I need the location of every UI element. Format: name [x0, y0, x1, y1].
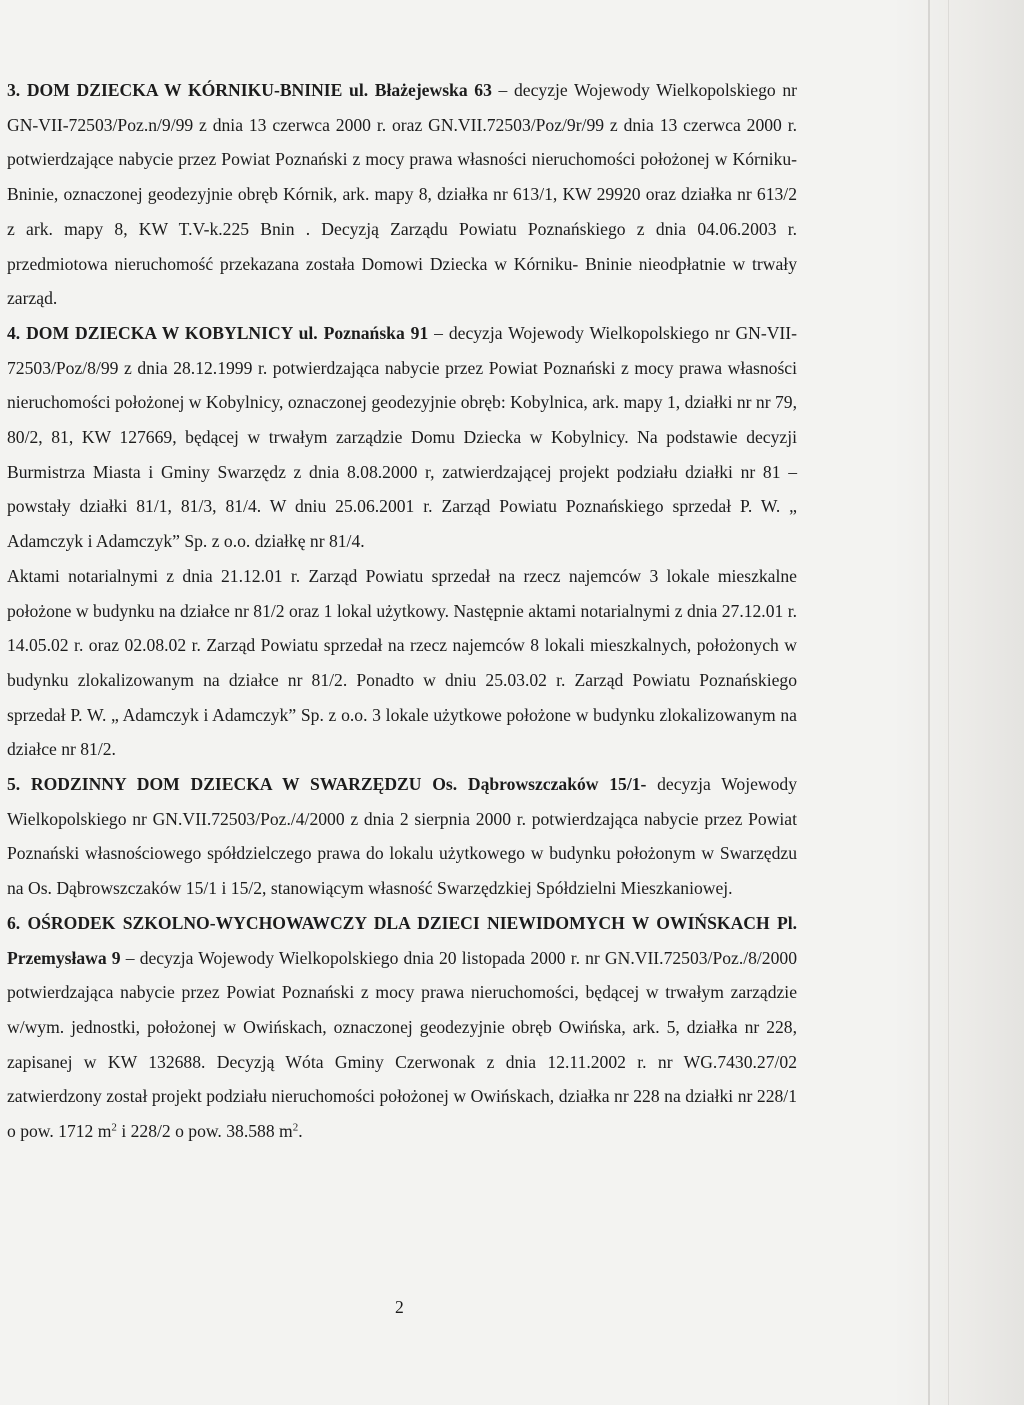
section-4-continuation	[7, 559, 797, 767]
section-4	[7, 316, 797, 559]
section-4-continuation-body: Aktami notarialnymi z dnia 21.12.01 r. Zarząd Powiatu sprzedał na rzecz najemców 3 lokale mieszkalne położone w budynku na działce nr 81/2 oraz 1 lokal użytkowy. Następnie aktami notarialnymi z dnia 27.12.01 r. 14.05.02 r. oraz 02.08.02 r. Zarząd Powiatu sprzedał na rzecz najemców 8 lokali mieszkalnych, położonych w budynku zlokalizowanym na działce nr 81/2. Ponadto w dniu 25.03.02 r. Zarząd Powiatu Poznańskiego sprzedał P. W. „ Adamczyk i Adamczyk” Sp. z o.o. 3 lokale użytkowe położone w budynku zlokalizowanym na działce nr 81/2.	[7, 565, 797, 760]
section-5-body: decyzja Wojewody Wielkopolskiego nr GN.VII.72503/Poz./4/2000 z dnia 2 sierpnia 2000 r. potwierdzająca nabycie przez Powiat Poznański własnościowego spółdzielczego prawa do lokalu użytkowego w budynku położonym w Swarzędzu na Os. Dąbrowszczaków 15/1 i 15/2, stanowiącym własność Swarzędzkiej Spółdzielni Mieszkaniowej.	[7, 774, 798, 899]
scan-fold-line-secondary	[948, 0, 949, 1405]
page-number: 2	[395, 1297, 404, 1317]
section-3-heading: 3. DOM DZIECKA W KÓRNIKU-BNINIE ul. Błażejewska 63	[7, 80, 492, 100]
document-body	[7, 73, 797, 1149]
section-4-heading: 4. DOM DZIECKA W KOBYLNICY ul. Poznańska 91	[7, 322, 429, 343]
section-3-body: – decyzje Wojewody Wielkopolskiego nr GN-VII-72503/Poz.n/9/99 z dnia 13 czerwca 2000 r. oraz GN.VII.72503/Poz/9r/99 z dnia 13 czerwca 2000 r. potwierdzające nabycie przez Powiat Poznański z mocy prawa własności nieruchomości położonej w Kórniku-Bninie, oznaczonej geodezyjnie obręb Kórnik, ark. mapy 8, działka nr 613/1, KW 29920 oraz działka nr 613/2 z ark. mapy 8, KW T.V-k.225 Bnin . Decyzją Zarządu Powiatu Poznańskiego z dnia 04.06.2003 r. przedmiotowa nieruchomość przekazana została Domowi Dziecka w Kórniku- Bninie nieodpłatnie w trwały zarząd.	[7, 80, 797, 309]
scan-fold-line	[928, 0, 930, 1405]
section-6-end: .	[298, 1121, 303, 1142]
section-6-heading: 6. OŚRODEK SZKOLNO-WYCHOWAWCZY DLA DZIECI NIEWIDOMYCH W OWIŃSKACH Pl. Przemysława 9	[7, 912, 797, 968]
scan-page-edge	[894, 0, 1024, 1405]
section-6	[7, 906, 797, 1149]
superscript-squared-2: 2	[292, 1121, 299, 1134]
section-6-tail: i 228/2 o pow. 38.588 m	[116, 1121, 293, 1142]
section-5	[7, 767, 797, 906]
section-3	[7, 73, 797, 316]
section-5-heading: 5. RODZINNY DOM DZIECKA W SWARZĘDZU Os. Dąbrowszczaków 15/1-	[7, 774, 647, 795]
section-6-body: – decyzja Wojewody Wielkopolskiego dnia 20 listopada 2000 r. nr GN.VII.72503/Poz./8/2000 potwierdzająca nabycie przez Powiat Poznański z mocy prawa nieruchomości, będącej w trwałym zarządzie w/wym. jednostki, położonej w Owińskach, oznaczonej geodezyjnie obręb Owińska, ark. 5, działka nr 228, zapisanej w KW 132688. Decyzją Wóta Gminy Czerwonak z dnia 12.11.2002 r. nr WG.7430.27/02 zatwierdzony został projekt podziału nieruchomości położonej w Owińskach, działka nr 228 na działki nr 228/1 o pow. 1712 m	[7, 947, 797, 1142]
superscript-squared: 2	[111, 1121, 117, 1134]
section-4-body: – decyzja Wojewody Wielkopolskiego nr GN-VII-72503/Poz/8/99 z dnia 28.12.1999 r. potwierdzająca nabycie przez Powiat Poznański z mocy prawa własności nieruchomości położonej w Kobylnicy, oznaczonej geodezyjnie obręb: Kobylnica, ark. mapy 1, działki nr nr 79, 80/2, 81, KW 127669, będącej w trwałym zarządzie Domu Dziecka w Kobylnicy. Na podstawie decyzji Burmistrza Miasta i Gminy Swarzędz z dnia 8.08.2000 r, zatwierdzającej projekt podziału działki nr 81 – powstały działki 81/1, 81/3, 81/4. W dniu 25.06.2001 r. Zarząd Powiatu Poznańskiego sprzedał P. W. „ Adamczyk i Adamczyk” Sp. z o.o. działkę nr 81/4.	[7, 322, 797, 552]
